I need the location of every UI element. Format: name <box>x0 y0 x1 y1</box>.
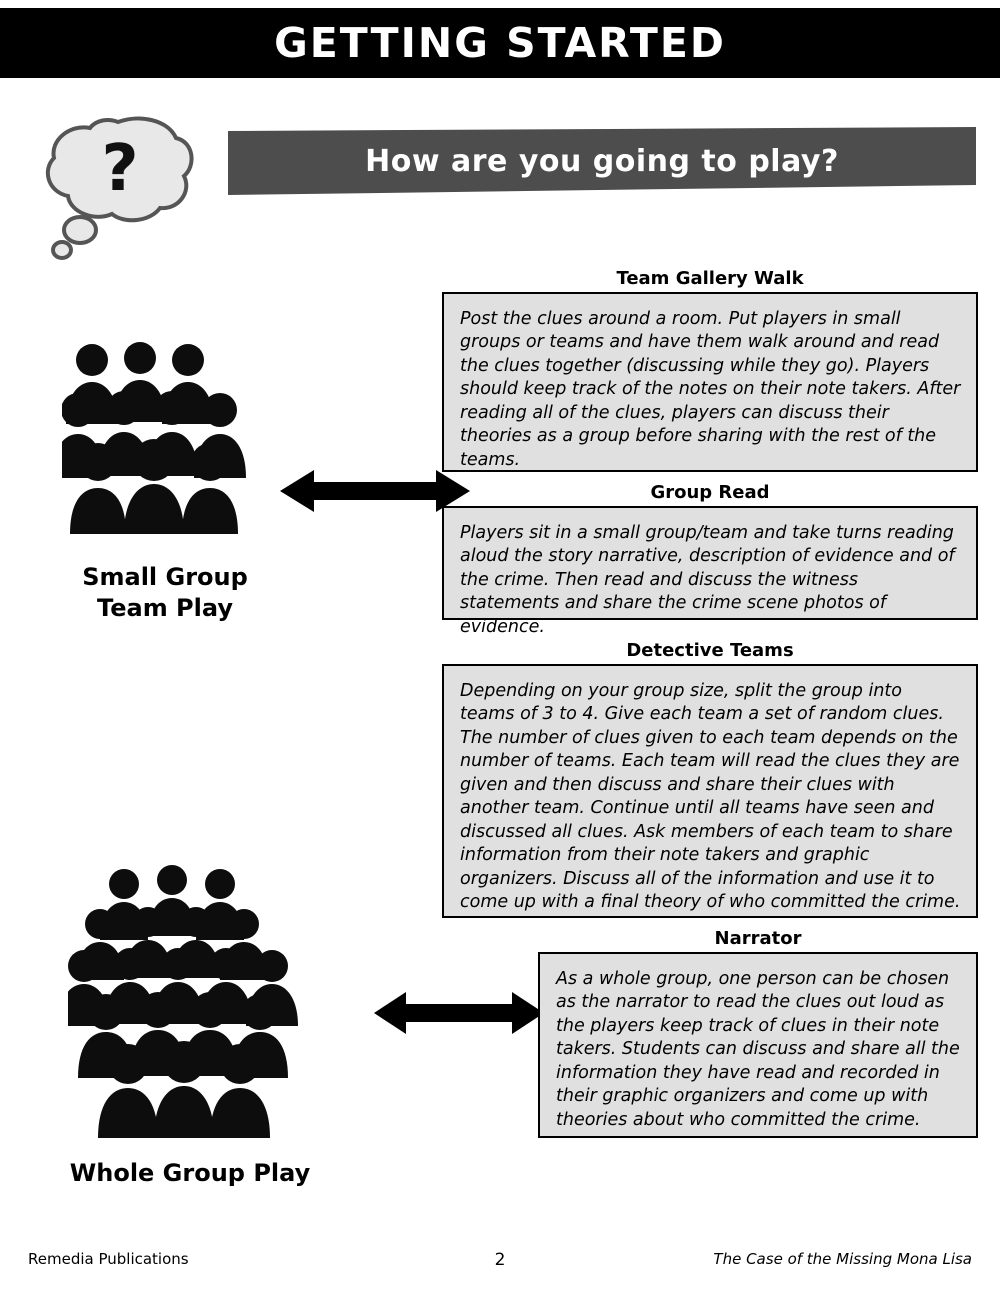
method-box-group-read: Players sit in a small group/team and take turns reading aloud the story narrative, description of evidence and of the crime. Then read and discuss the witness statements and share the crime scene photos of evidence. <box>442 506 978 620</box>
page-title: GETTING STARTED <box>274 19 726 67</box>
page-footer <box>0 1250 1000 1280</box>
large-crowd-icon <box>68 862 298 1142</box>
ribbon-banner <box>228 127 976 195</box>
method-box-detective-teams: Depending on your group size, split the group into teams of 3 to 4. Give each team a set of random clues. The number of clues given to each team depends on the number of teams. Each team will read the clues they are given and then discuss and share their clues with another team. Continue until all teams have seen and discussed all clues. Ask members of each team to share information from their note takers and graphic organizers. Discuss all of the information and use it to come up with a final theory of who committed the crime. <box>442 664 978 918</box>
method-title-narrator: Narrator <box>714 928 802 949</box>
small-group-label-line2: Team Play <box>97 593 233 622</box>
page-header-banner <box>0 8 1000 78</box>
small-group-label <box>30 562 300 623</box>
method-box-narrator: As a whole group, one person can be chosen as the narrator to read the clues out loud as the players keep track of clues in their note takers. Students can discuss and share all the information they have read and recorded in their graphic organizers and come up with theories about who committed the crime. <box>538 952 978 1138</box>
method-title-team-gallery-walk: Team Gallery Walk <box>616 268 804 289</box>
method-box-team-gallery-walk: Post the clues around a room. Put players in small groups or teams and have them walk around and read the clues together (discussing while they go). Players should keep track of the notes on their note takers. After reading all of the clues, players can discuss their theories as a group before sharing with the rest of the teams. <box>442 292 978 472</box>
footer-page-number: 2 <box>494 1250 506 1270</box>
footer-publisher: Remedia Publications <box>28 1250 189 1268</box>
small-crowd-icon <box>62 338 262 538</box>
footer-book-title: The Case of the Missing Mona Lisa <box>713 1250 972 1268</box>
svg-text:?: ? <box>101 132 139 206</box>
method-title-group-read: Group Read <box>650 482 770 503</box>
double-arrow-icon-bottom <box>374 990 544 1036</box>
small-group-label-line1: Small Group <box>82 563 248 591</box>
ribbon-question: How are you going to play? <box>365 143 839 179</box>
whole-group-label: Whole Group Play <box>69 1159 311 1187</box>
thought-bubble-icon <box>32 112 197 262</box>
method-title-detective-teams: Detective Teams <box>626 640 794 661</box>
